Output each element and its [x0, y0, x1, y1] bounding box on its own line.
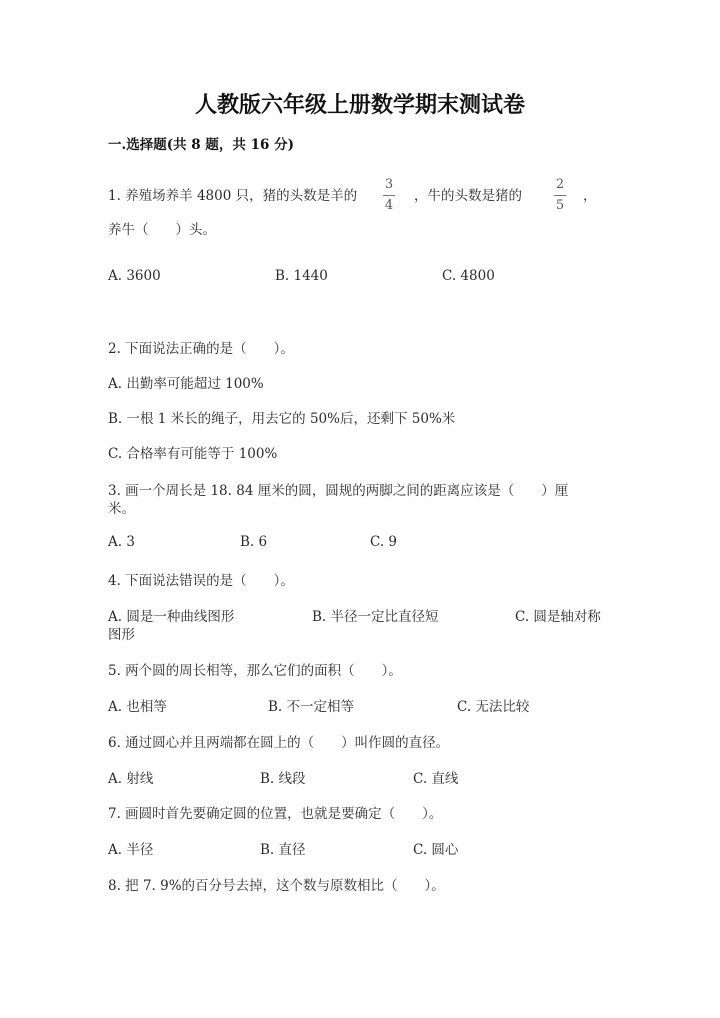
option-a[interactable]: A. 圆是一种曲线图形: [108, 609, 235, 625]
question-1-text-mid: ，牛的头数是猪的: [414, 188, 522, 204]
page-title: 人教版六年级上册数学期末测试卷: [194, 92, 525, 118]
option-b[interactable]: B. 半径一定比直径短: [312, 609, 439, 625]
fraction-denominator: 5: [555, 198, 565, 213]
option-c[interactable]: C. 4800: [442, 268, 495, 284]
option-c[interactable]: C. 圆心: [413, 842, 459, 858]
option-b[interactable]: B. 直径: [260, 842, 306, 858]
option-a[interactable]: A. 3: [108, 534, 135, 550]
question-8-text: 8. 把 7. 9%的百分号去掉，这个数与原数相比（ ）。: [108, 878, 445, 894]
question-4-text: 4. 下面说法错误的是（ ）。: [108, 573, 294, 589]
option-a[interactable]: A. 半径: [108, 842, 154, 858]
question-7-text: 7. 画圆时首先要确定圆的位置，也就是要确定（ ）。: [108, 806, 443, 822]
question-6-text: 6. 通过圆心并且两端都在圆上的（ ）叫作圆的直径。: [108, 735, 450, 751]
question-1-line2: 养牛（ ）头。: [108, 222, 216, 238]
option-c[interactable]: C. 圆是轴对称: [515, 609, 601, 625]
option-b[interactable]: B. 线段: [260, 771, 306, 787]
question-1-text: 1. 养殖场养羊 4800 只，猪的头数是羊的: [108, 188, 358, 204]
option-a[interactable]: A. 出勤率可能超过 100%: [108, 376, 264, 392]
option-b[interactable]: B. 1440: [275, 268, 328, 284]
option-b[interactable]: B. 一根 1 米长的绳子，用去它的 50%后，还剩下 50%米: [108, 411, 456, 427]
option-c[interactable]: C. 直线: [413, 771, 459, 787]
section-heading: 一.选择题(共 8 题，共 16 分): [108, 137, 294, 153]
option-a[interactable]: A. 也相等: [108, 699, 167, 715]
fraction-numerator: 2: [555, 177, 565, 192]
option-c[interactable]: C. 合格率有可能等于 100%: [108, 446, 278, 462]
fraction-3-4: [383, 178, 395, 212]
option-c[interactable]: C. 9: [370, 534, 398, 550]
question-5-text: 5. 两个圆的周长相等，那么它们的面积（ ）。: [108, 663, 402, 679]
question-1-text-end: ，: [583, 188, 597, 204]
fraction-numerator: 3: [384, 177, 394, 192]
question-3-text: 3. 画一个周长是 18. 84 厘米的圆，圆规的两脚之间的距离应该是（ ）厘: [108, 483, 569, 499]
question-3-line2: 米。: [108, 501, 135, 517]
fraction-2-5: [554, 178, 566, 212]
fraction-denominator: 4: [384, 198, 394, 213]
option-a[interactable]: A. 3600: [108, 268, 161, 284]
question-2-text: 2. 下面说法正确的是（ ）。: [108, 341, 294, 357]
option-c[interactable]: C. 无法比较: [457, 699, 530, 715]
option-c-wrap: 图形: [108, 627, 135, 643]
option-b[interactable]: B. 6: [240, 534, 268, 550]
option-b[interactable]: B. 不一定相等: [268, 699, 355, 715]
option-a[interactable]: A. 射线: [108, 771, 154, 787]
